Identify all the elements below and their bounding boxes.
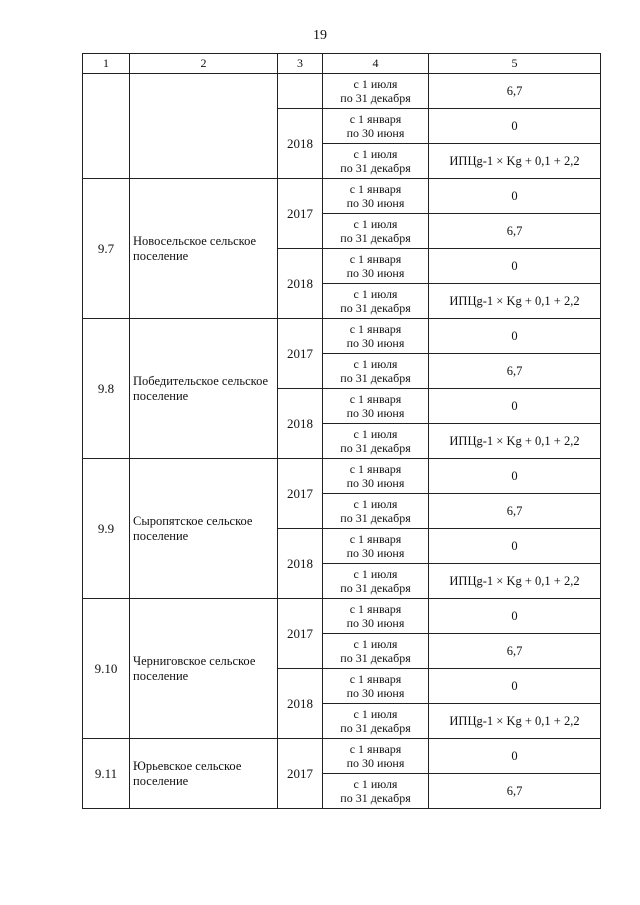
period-start: с 1 января — [349, 182, 402, 196]
table-row — [83, 319, 601, 354]
period-end: по 31 декабря — [340, 371, 411, 385]
period-start: с 1 января — [349, 602, 402, 616]
period-start: с 1 июля — [353, 777, 398, 791]
period-cell — [323, 494, 429, 529]
period-end: по 31 декабря — [340, 161, 411, 175]
value-cell: 0 — [429, 739, 601, 774]
value-cell: 6,7 — [429, 774, 601, 809]
period-start: с 1 июля — [353, 287, 398, 301]
period-end: по 30 июня — [346, 406, 405, 420]
period-start: с 1 июля — [353, 497, 398, 511]
period-start: с 1 июля — [353, 217, 398, 231]
period-cell — [323, 389, 429, 424]
year-cell: 2018 — [278, 389, 323, 459]
period-end: по 30 июня — [346, 336, 405, 350]
period-cell — [323, 144, 429, 179]
period-cell — [323, 179, 429, 214]
entry-number-cell: 9.10 — [83, 599, 130, 739]
value-cell: 0 — [429, 389, 601, 424]
period-start: с 1 июля — [353, 77, 398, 91]
period-end: по 30 июня — [346, 686, 405, 700]
period-end: по 30 июня — [346, 476, 405, 490]
period-cell — [323, 669, 429, 704]
value-cell: ИПЦg-1 × Kg + 0,1 + 2,2 — [429, 144, 601, 179]
period-start: с 1 января — [349, 532, 402, 546]
table-row — [83, 739, 601, 774]
period-cell — [323, 319, 429, 354]
column-header-3: 3 — [278, 54, 323, 74]
value-cell: 0 — [429, 319, 601, 354]
period-start: с 1 января — [349, 392, 402, 406]
year-cell-empty — [278, 74, 323, 109]
period-end: по 30 июня — [346, 126, 405, 140]
period-end: по 31 декабря — [340, 511, 411, 525]
year-cell: 2017 — [278, 459, 323, 529]
period-cell — [323, 459, 429, 494]
period-end: по 31 декабря — [340, 301, 411, 315]
table-row — [83, 599, 601, 634]
period-end: по 31 декабря — [340, 91, 411, 105]
period-cell — [323, 774, 429, 809]
year-cell: 2017 — [278, 319, 323, 389]
period-cell — [323, 529, 429, 564]
value-cell: 0 — [429, 459, 601, 494]
column-header-1: 1 — [83, 54, 130, 74]
value-cell: 0 — [429, 599, 601, 634]
table-row — [83, 179, 601, 214]
table-body — [83, 74, 601, 809]
value-cell: ИПЦg-1 × Kg + 0,1 + 2,2 — [429, 564, 601, 599]
value-cell: 6,7 — [429, 74, 601, 109]
period-cell — [323, 284, 429, 319]
period-cell — [323, 354, 429, 389]
period-cell — [323, 249, 429, 284]
period-cell — [323, 109, 429, 144]
period-start: с 1 января — [349, 672, 402, 686]
year-cell: 2017 — [278, 179, 323, 249]
table-row — [83, 459, 601, 494]
value-cell: 6,7 — [429, 634, 601, 669]
period-end: по 31 декабря — [340, 441, 411, 455]
period-cell — [323, 214, 429, 249]
value-cell: 0 — [429, 249, 601, 284]
period-cell — [323, 599, 429, 634]
period-end: по 30 июня — [346, 756, 405, 770]
value-cell: 0 — [429, 109, 601, 144]
period-start: с 1 июля — [353, 707, 398, 721]
period-end: по 31 декабря — [340, 581, 411, 595]
period-start: с 1 января — [349, 742, 402, 756]
period-end: по 31 декабря — [340, 721, 411, 735]
column-header-4: 4 — [323, 54, 429, 74]
year-cell: 2018 — [278, 529, 323, 599]
entry-number-cell: 9.7 — [83, 179, 130, 319]
period-cell — [323, 424, 429, 459]
period-start: с 1 января — [349, 462, 402, 476]
entry-number-cell: 9.11 — [83, 739, 130, 809]
column-header-2: 2 — [130, 54, 278, 74]
value-cell: 6,7 — [429, 494, 601, 529]
period-end: по 30 июня — [346, 546, 405, 560]
entry-name-cell: Сыропятское сельское поселение — [130, 459, 278, 599]
page-number: 19 — [313, 28, 327, 43]
value-cell: 0 — [429, 529, 601, 564]
entry-number-cell: 9.9 — [83, 459, 130, 599]
entry-name-cell — [130, 74, 278, 179]
value-cell: 6,7 — [429, 354, 601, 389]
period-start: с 1 июля — [353, 567, 398, 581]
value-cell: 0 — [429, 669, 601, 704]
header-row — [83, 54, 601, 74]
period-cell — [323, 739, 429, 774]
period-cell — [323, 704, 429, 739]
period-start: с 1 июля — [353, 637, 398, 651]
entry-name-cell: Новосельское сельское поселение — [130, 179, 278, 319]
period-end: по 30 июня — [346, 616, 405, 630]
period-start: с 1 января — [349, 252, 402, 266]
period-cell — [323, 564, 429, 599]
period-start: с 1 января — [349, 112, 402, 126]
year-cell: 2018 — [278, 109, 323, 179]
period-end: по 31 декабря — [340, 791, 411, 805]
period-cell — [323, 634, 429, 669]
period-end: по 31 декабря — [340, 651, 411, 665]
value-cell: 6,7 — [429, 214, 601, 249]
entry-number-cell: 9.8 — [83, 319, 130, 459]
value-cell: 0 — [429, 179, 601, 214]
entry-name-cell: Победительское сельское поселение — [130, 319, 278, 459]
value-cell: ИПЦg-1 × Kg + 0,1 + 2,2 — [429, 284, 601, 319]
year-cell: 2017 — [278, 739, 323, 809]
period-start: с 1 июля — [353, 357, 398, 371]
entry-number-cell — [83, 74, 130, 179]
value-cell: ИПЦg-1 × Kg + 0,1 + 2,2 — [429, 424, 601, 459]
period-start: с 1 июля — [353, 427, 398, 441]
year-cell: 2018 — [278, 249, 323, 319]
period-end: по 30 июня — [346, 266, 405, 280]
column-header-5: 5 — [429, 54, 601, 74]
tariff-table — [82, 53, 601, 809]
year-cell: 2018 — [278, 669, 323, 739]
value-cell: ИПЦg-1 × Kg + 0,1 + 2,2 — [429, 704, 601, 739]
period-cell — [323, 74, 429, 109]
period-end: по 31 декабря — [340, 231, 411, 245]
table-row — [83, 74, 601, 109]
entry-name-cell: Юрьевское сельское поселение — [130, 739, 278, 809]
entry-name-cell: Черниговское сельское поселение — [130, 599, 278, 739]
period-start: с 1 января — [349, 322, 402, 336]
year-cell: 2017 — [278, 599, 323, 669]
period-start: с 1 июля — [353, 147, 398, 161]
period-end: по 30 июня — [346, 196, 405, 210]
